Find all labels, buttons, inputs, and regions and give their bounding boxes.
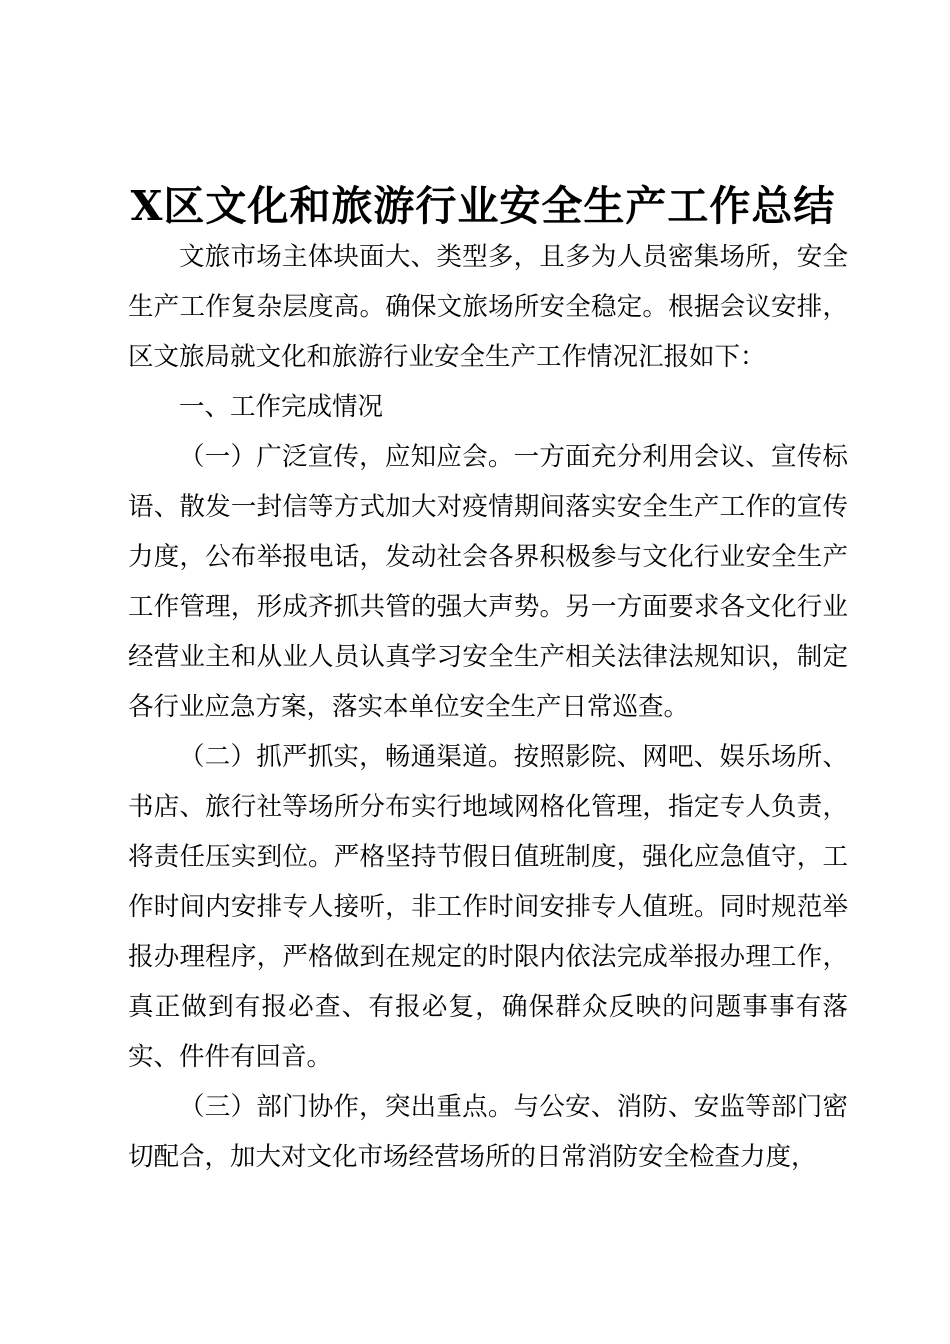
paragraph-item-2: （二）抓严抓实，畅通渠道。按照影院、网吧、娱乐场所、书店、旅行社等场所分布实行地域网格化管理，指定专人负责，将责任压实到位。严格坚持节假日值班制度，强化应急值守，工作时间内安排专人接听，非工作时间安排专人值班。同时规范举报办理程序，严格做到在规定的时限内依法完成举报办理工作，真正做到有报必查、有报必复，确保群众反映的问题事事有落实、件件有回音。	[128, 742, 848, 1072]
section-heading-work-completion: 一、工作完成情况	[179, 392, 384, 422]
paragraph-intro: 文旅市场主体块面大、类型多，且多为人员密集场所，安全生产工作复杂层度高。确保文旅场所安全稳定。根据会议安排，区文旅局就文化和旅游行业安全生产工作情况汇报如下：	[128, 242, 848, 372]
paragraph-item-1: （一）广泛宣传，应知应会。一方面充分利用会议、宣传标语、散发一封信等方式加大对疫情期间落实安全生产工作的宣传力度，公布举报电话，发动社会各界积极参与文化行业安全生产工作管理，形成齐抓共管的强大声势。另一方面要求各文化行业经营业主和从业人员认真学习安全生产相关法律法规知识，制定各行业应急方案，落实本单位安全生产日常巡查。	[128, 442, 848, 722]
paragraph-item-3: （三）部门协作，突出重点。与公安、消防、安监等部门密切配合，加大对文化市场经营场所的日常消防安全检查力度，	[128, 1092, 848, 1172]
document-title: X区文化和旅游行业安全生产工作总结	[130, 182, 836, 230]
document-body	[128, 232, 848, 1182]
